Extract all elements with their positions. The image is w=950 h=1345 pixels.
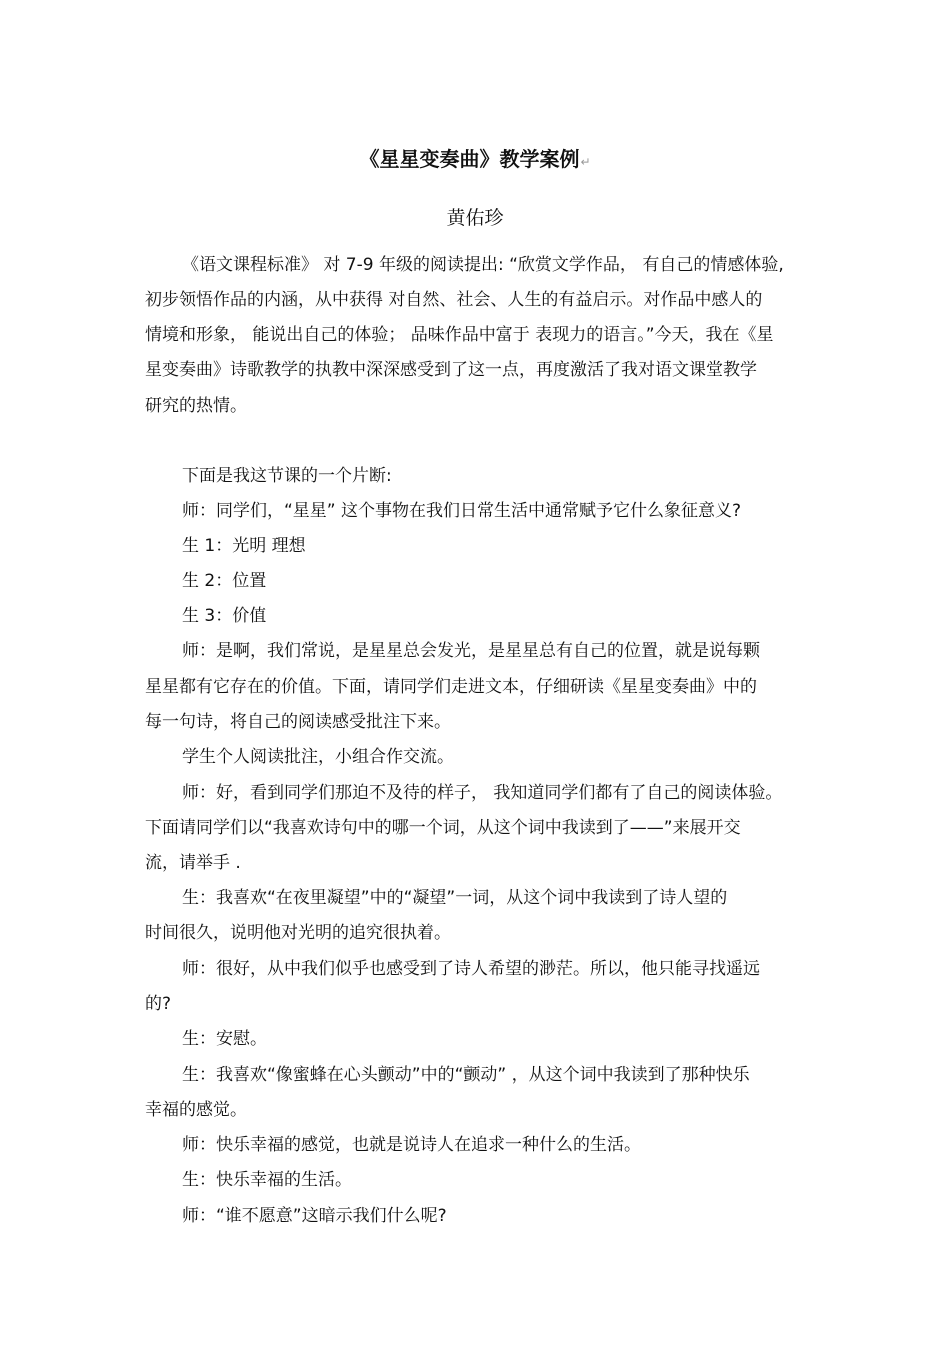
paragraph-line: 研究的热情。: [145, 396, 247, 416]
dialogue-line: 流，请举手 .: [145, 853, 241, 873]
dialogue-line: 师：“谁不愿意”这暗示我们什么呢?: [182, 1206, 447, 1226]
dialogue-line: 师：快乐幸福的感觉，也就是说诗人在追求一种什么的生活。: [182, 1135, 641, 1155]
dialogue-line: 师：很好，从中我们似乎也感受到了诗人希望的渺茫。所以，他只能寻找遥远: [182, 959, 760, 979]
dialogue-line: 星星都有它存在的价值。下面，请同学们走进文本，仔细研读《星星变奏曲》中的: [145, 677, 757, 697]
document-title: [0, 143, 950, 172]
paragraph-line: 初步领悟作品的内涵，从中获得 对自然、社会、人生的有益启示。对作品中感人的: [145, 290, 763, 310]
dialogue-line: 生 2：位置: [182, 571, 267, 591]
paragraph-line: 《语文课程标准》 对 7-9 年级的阅读提出: “欣赏文学作品， 有自己的情感体验,: [182, 255, 784, 275]
dialogue-line: 师：是啊，我们常说，是星星总会发光，是星星总有自己的位置，就是说每颗: [182, 641, 760, 661]
title-text: 《星星变奏曲》教学案例: [359, 147, 580, 171]
paragraph-line: 星变奏曲》诗歌教学的执教中深深感受到了这一点，再度激活了我对语文课堂教学: [145, 360, 757, 380]
dialogue-line: 的?: [145, 994, 172, 1014]
dialogue-line: 时间很久，说明他对光明的追究很执着。: [145, 923, 451, 943]
dialogue-line: 生 1：光明 理想: [182, 536, 306, 556]
paragraph-mark-icon: ↵: [580, 155, 591, 169]
paragraph-line: 学生个人阅读批注，小组合作交流。: [182, 747, 454, 767]
dialogue-line: 师：同学们，“星星” 这个事物在我们日常生活中通常赋予它什么象征意义?: [182, 501, 742, 521]
dialogue-line: 下面请同学们以“我喜欢诗句中的哪一个词，从这个词中我读到了——”来展开交: [145, 818, 741, 838]
paragraph-line: 情境和形象， 能说出自己的体验； 品味作品中富于 表现力的语言。”今天，我在《星: [145, 325, 774, 345]
author-name: 黄佑珍: [446, 207, 504, 229]
dialogue-line: 生：我喜欢“在夜里凝望”中的“凝望”一词，从这个词中我读到了诗人望的: [182, 888, 728, 908]
dialogue-line: 生：快乐幸福的生活。: [182, 1170, 352, 1190]
paragraph-line: 下面是我这节课的一个片断:: [182, 466, 392, 486]
dialogue-line: 每一句诗，将自己的阅读感受批注下来。: [145, 712, 451, 732]
dialogue-line: 生：安慰。: [182, 1029, 267, 1049]
dialogue-line: 生：我喜欢“像蜜蜂在心头颤动”中的“颤动” ，从这个词中我读到了那种快乐: [182, 1065, 750, 1085]
dialogue-line: 师：好，看到同学们那迫不及待的样子， 我知道同学们都有了自己的阅读体验。: [182, 783, 783, 803]
dialogue-line: 幸福的感觉。: [145, 1100, 247, 1120]
dialogue-line: 生 3：价值: [182, 606, 267, 626]
